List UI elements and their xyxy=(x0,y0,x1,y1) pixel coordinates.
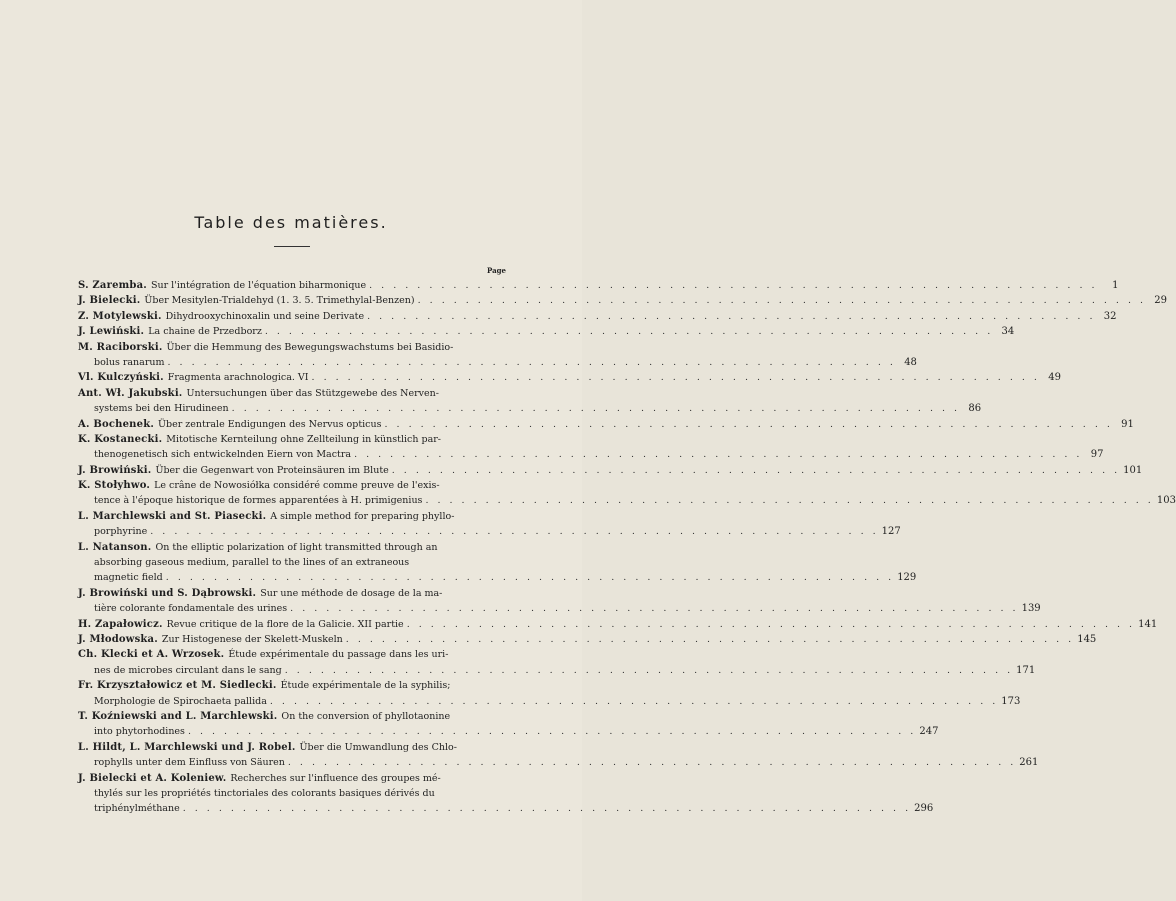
toc-entry xyxy=(78,709,939,740)
toc-line xyxy=(78,340,506,355)
toc-line xyxy=(78,386,506,401)
toc-entry xyxy=(78,309,1117,324)
dot-leader xyxy=(369,278,1097,293)
toc-title: Über zentrale Endigungen des Nervus opticus xyxy=(158,418,382,430)
toc-title: Sur l'intégration de l'équation biharmonique xyxy=(150,280,367,291)
dot-leader xyxy=(188,724,916,739)
title-rule xyxy=(274,246,310,247)
toc-page-number: 129 xyxy=(897,572,917,584)
toc-line xyxy=(78,586,506,601)
toc-entry xyxy=(78,740,1039,771)
toc-page-number: 86 xyxy=(968,403,982,415)
toc-title: Untersuchungen über das Stützgewebe des Nerven- xyxy=(186,387,439,399)
toc-line xyxy=(78,555,506,570)
toc-title: thylés sur les propriétés tinctoriales des colorants basiques dérivés du xyxy=(94,787,435,799)
toc-line xyxy=(78,278,1119,293)
toc-page-number: 91 xyxy=(1121,418,1134,430)
toc-entry xyxy=(78,386,982,417)
toc-title: systems bei den Hirudineen xyxy=(94,403,229,415)
toc-line xyxy=(78,540,506,555)
toc-author: J. Browiński und S. Dąbrowski. xyxy=(78,587,257,599)
toc-title: Étude expérimentale de la syphilis; xyxy=(280,680,451,692)
toc-title: into phytorhodines xyxy=(94,726,185,738)
toc-line xyxy=(78,478,506,493)
toc-title: On the elliptic polarization of light transmitted through an xyxy=(155,541,438,553)
toc-page-number: 141 xyxy=(1138,618,1158,630)
toc-line xyxy=(78,601,1041,616)
toc-line xyxy=(78,724,939,739)
toc-author: J. Lewiński. xyxy=(78,326,145,338)
toc-page-number: 32 xyxy=(1103,310,1117,322)
toc-entry xyxy=(78,509,901,540)
toc-title: Fragmenta arachnologica. VI xyxy=(167,372,309,384)
dot-leader xyxy=(354,447,1082,462)
toc-page-number: 101 xyxy=(1123,464,1143,476)
toc-line xyxy=(78,293,1168,308)
toc-page-number: 48 xyxy=(904,356,917,368)
toc-entry xyxy=(78,293,1168,308)
toc-title: tence à l'époque historique de formes apparentées à H. primigenius xyxy=(94,495,423,507)
toc-line xyxy=(78,801,934,816)
toc-title: thenogenetisch sich entwickelnden Eiern von Mactra xyxy=(94,449,352,461)
dot-leader xyxy=(407,617,1135,632)
toc-title: porphyrine xyxy=(94,526,148,538)
toc-line xyxy=(78,647,506,662)
toc-page-number: 29 xyxy=(1154,295,1168,307)
toc-title: magnetic field xyxy=(94,572,163,584)
toc-line xyxy=(78,786,506,801)
dot-leader xyxy=(168,355,896,370)
dot-leader xyxy=(183,801,911,816)
toc-line xyxy=(78,324,1015,339)
dot-leader xyxy=(392,463,1120,478)
toc-author: T. Koźniewski and L. Marchlewski. xyxy=(78,710,278,722)
dot-leader xyxy=(312,370,1040,385)
toc-page-number: 247 xyxy=(919,726,939,738)
toc-title: Recherches sur l'influence des groupes mé- xyxy=(230,772,441,784)
toc-title: Über die Hemmung des Bewegungswachstums bei Basidio- xyxy=(166,341,454,353)
toc-title: Étude expérimentale du passage dans les uri- xyxy=(228,649,449,661)
toc-line xyxy=(78,678,506,693)
toc-title: tière colorante fondamentale des urines xyxy=(94,603,288,615)
toc-line xyxy=(78,309,1117,324)
toc-author: Ant. Wł. Jakubski. xyxy=(78,387,183,399)
toc-line xyxy=(78,755,1039,770)
toc-entry xyxy=(78,647,1036,678)
toc-author: L. Natanson. xyxy=(78,541,152,553)
toc-entry xyxy=(78,586,1041,617)
toc-line xyxy=(78,463,1143,478)
toc-title: bolus ranarum xyxy=(94,356,165,368)
toc-line xyxy=(78,432,506,447)
dot-leader xyxy=(270,694,998,709)
toc-page-number: 127 xyxy=(881,526,901,538)
toc-entry xyxy=(78,417,1134,432)
toc-page-number: 103 xyxy=(1156,495,1176,507)
dot-leader xyxy=(425,493,1153,508)
toc-line xyxy=(78,417,1134,432)
toc-entry xyxy=(78,278,1119,293)
toc-author: L. Hildt, L. Marchlewski und J. Robel. xyxy=(78,741,296,753)
toc-entry xyxy=(78,632,1097,647)
dot-leader xyxy=(232,401,960,416)
toc-line xyxy=(78,771,506,786)
toc-title: Dihydrooxychinoxalin und seine Derivate xyxy=(165,310,365,322)
toc-page-number: 296 xyxy=(914,803,934,815)
toc-entry xyxy=(78,478,1176,509)
toc-title: absorbing gaseous medium, parallel to the lines of an extraneous xyxy=(94,557,410,569)
table-of-contents xyxy=(78,278,1176,817)
toc-title: Le crâne de Nowosiółka considéré comme preuve de l'exis- xyxy=(154,480,440,492)
dot-leader xyxy=(166,570,894,585)
toc-title: La chaine de Przedborz xyxy=(148,326,262,338)
toc-line xyxy=(78,355,917,370)
page-title: Table des matières. xyxy=(194,213,388,232)
toc-page-number: 261 xyxy=(1019,757,1039,769)
toc-line xyxy=(78,663,1036,678)
toc-entry xyxy=(78,771,934,817)
toc-title: Über die Umwandlung des Chlo- xyxy=(299,741,457,753)
toc-author: L. Marchlewski and St. Piasecki. xyxy=(78,510,267,522)
toc-page-number: 1 xyxy=(1112,280,1119,291)
dot-leader xyxy=(367,309,1095,324)
toc-author: Z. Motylewski. xyxy=(78,310,162,322)
toc-line xyxy=(78,493,1176,508)
toc-page-number: 49 xyxy=(1048,372,1061,384)
toc-page-number: 97 xyxy=(1090,449,1104,461)
toc-line xyxy=(78,447,1104,462)
toc-author: J. Bielecki et A. Koleniew. xyxy=(78,772,227,784)
toc-author: A. Bochenek. xyxy=(78,418,155,430)
toc-entry xyxy=(78,340,917,371)
toc-page-number: 145 xyxy=(1077,633,1097,645)
toc-entry xyxy=(78,324,1015,339)
toc-entry xyxy=(78,540,917,586)
toc-author: Ch. Klecki et A. Wrzosek. xyxy=(78,649,225,661)
toc-title: On the conversion of phyllotaonine xyxy=(281,710,451,722)
toc-author: J. Browiński. xyxy=(78,464,152,476)
toc-page-number: 139 xyxy=(1021,603,1041,615)
toc-line xyxy=(78,509,506,524)
toc-author: Vl. Kulczyński. xyxy=(78,372,164,384)
toc-entry xyxy=(78,617,1158,632)
toc-line xyxy=(78,740,506,755)
toc-line xyxy=(78,401,982,416)
toc-line xyxy=(78,632,1097,647)
toc-author: M. Raciborski. xyxy=(78,341,163,353)
toc-entry xyxy=(78,432,1104,463)
toc-title: Sur une méthode de dosage de la ma- xyxy=(260,587,443,599)
toc-page-number: 171 xyxy=(1016,664,1036,676)
toc-line xyxy=(78,524,901,539)
toc-title: Über Mesitylen-Trialdehyd (1. 3. 5. Trimethylal-Benzen) xyxy=(144,295,415,307)
toc-author: J. Bielecki. xyxy=(78,295,141,307)
toc-title: nes de microbes circulant dans le sang xyxy=(94,664,282,676)
dot-leader xyxy=(265,324,993,339)
toc-title: rophylls unter dem Einfluss von Säuren xyxy=(94,757,285,769)
dot-leader xyxy=(346,632,1074,647)
dot-leader xyxy=(150,524,878,539)
toc-author: J. Młodowska. xyxy=(78,633,158,645)
toc-title: Mitotische Kernteilung ohne Zellteilung in künstlich par- xyxy=(166,433,442,445)
dot-leader xyxy=(418,293,1146,308)
toc-line xyxy=(78,617,1158,632)
toc-title: Über die Gegenwart von Proteinsäuren im Blute xyxy=(155,464,389,476)
toc-title: Revue critique de la flore de la Galicie. XII partie xyxy=(166,618,404,630)
dot-leader xyxy=(385,417,1113,432)
dot-leader xyxy=(290,601,1018,616)
dot-leader xyxy=(288,755,1016,770)
toc-entry xyxy=(78,370,1061,385)
toc-author: K. Kostanecki. xyxy=(78,433,163,445)
toc-entry xyxy=(78,678,1021,709)
dot-leader xyxy=(285,663,1013,678)
toc-author: S. Zaremba. xyxy=(78,280,147,291)
toc-author: Fr. Krzyształowicz et M. Siedlecki. xyxy=(78,680,277,692)
toc-line xyxy=(78,694,1021,709)
toc-title: Zur Histogenese der Skelett-Muskeln xyxy=(161,633,343,645)
toc-entry xyxy=(78,463,1143,478)
page-column-heading: Page xyxy=(487,266,506,275)
toc-title: Morphologie de Spirochaeta pallida xyxy=(94,695,267,707)
toc-author: H. Zapałowicz. xyxy=(78,618,163,630)
toc-author: K. Stołyhwo. xyxy=(78,480,151,492)
toc-page-number: 34 xyxy=(1001,326,1015,338)
toc-line xyxy=(78,709,506,724)
toc-title: A simple method for preparing phyllo- xyxy=(270,510,455,522)
toc-line xyxy=(78,570,917,585)
toc-line xyxy=(78,370,1061,385)
toc-title: triphénylméthane xyxy=(94,803,180,815)
toc-page-number: 173 xyxy=(1001,695,1021,707)
